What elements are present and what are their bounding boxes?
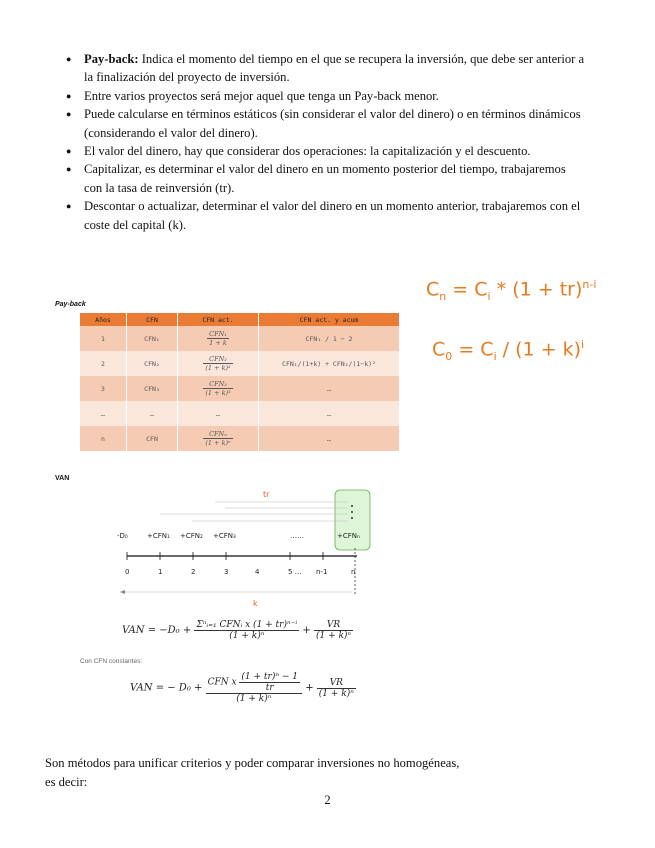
tick-label: 5 … [288, 568, 302, 576]
table-cell: CFN₃ [127, 376, 178, 401]
van-equation: VAN = −D₀ + $\frac{\text{Σⁿᵢ₌₁ CFNᵢ x (1 + tr)ⁿ⁻ⁱ}}{\text{(1 + k)ⁿ}}$ + $\frac{VR}{\text{(1 + k)ⁿ}}$ [122, 620, 352, 641]
k-label: k [253, 599, 258, 608]
flow-label: +CFNₙ [337, 532, 360, 540]
bullet-item [66, 160, 586, 197]
flow-label: +CFN₃ [213, 532, 236, 540]
column-header: CFN [127, 313, 178, 326]
tick-label: 0 [125, 568, 130, 576]
capitalization-formula: $C_n = C_i * (1 + tr)^{n-i}$ [426, 278, 597, 304]
payback-label: Pay-back [55, 301, 86, 308]
table-cell: $\frac{\text{CFN₂}}{\text{(1 + k)²}}$ [178, 351, 259, 376]
flow-label: +CFN₂ [180, 532, 203, 540]
table-cell: … [259, 426, 400, 451]
flow-label: …… [290, 532, 304, 540]
tick-label: 2 [191, 568, 196, 576]
bullet-item [66, 50, 586, 87]
table-cell: 1 [80, 326, 127, 351]
flow-labels [117, 532, 360, 540]
table-cell: CFN₁/(1+k) + CFN₂/(1−k)² [259, 351, 400, 376]
tr-lines [160, 502, 348, 521]
table-header-row [80, 313, 400, 326]
bullet-list [66, 50, 586, 234]
van-label: VAN [55, 475, 70, 482]
table-cell: n [80, 426, 127, 451]
body-paragraph: Son métodos para unificar criterios y poder comparar inversiones no homogéneas, es decir: [45, 756, 460, 789]
van-timeline-diagram [100, 488, 390, 613]
arrow-left-icon [120, 590, 125, 594]
flow-label: +CFN₁ [147, 532, 170, 540]
table-row [80, 401, 400, 426]
table-cell: … [178, 401, 259, 426]
payback-table [80, 313, 400, 451]
bullet-term: Pay-back: [84, 52, 139, 66]
table-cell: … [80, 401, 127, 426]
final-flow-box [335, 490, 370, 550]
table-cell: … [259, 401, 400, 426]
column-header: CFN act. [178, 313, 259, 326]
tick-labels [125, 568, 355, 576]
table-cell: CFN₂ [127, 351, 178, 376]
table-cell: $\frac{\text{CFN₃}}{\text{(1 + k)³}}$ [178, 376, 259, 401]
tr-label: tr [263, 490, 270, 499]
bullet-text: El valor del dinero, hay que considerar dos operaciones: la capitalización y el descuento. [84, 144, 531, 159]
bullet-text: Capitalizar, es determinar el valor del dinero en un momento posterior del tiempo, trabajaremos con la tasa de reinversión (tr). [84, 162, 566, 195]
table-row [80, 426, 400, 451]
tick-label: n [351, 568, 356, 576]
flow-label: -D₀ [117, 532, 128, 540]
constant-cfn-caption: Con CFN constantes: [80, 658, 143, 665]
bullet-text: Indica el momento del tiempo en el que se recupera la inversión, que debe ser anterior a la finalización del proyecto de inversión. [84, 52, 585, 85]
bullet-text: Entre varios proyectos será mejor aquel que tenga un Pay-back menor. [84, 88, 439, 103]
table-cell: CFN₁ [127, 326, 178, 351]
bullet-text: Descontar o actualizar, determinar el valor del dinero en un momento anterior, trabajaremos con el coste del capital (k). [84, 199, 581, 232]
table-cell: 2 [80, 351, 127, 376]
table-row [80, 326, 400, 351]
table-cell: … [259, 376, 400, 401]
bullet-item [66, 197, 586, 234]
tick-label: 1 [158, 568, 163, 576]
table-cell: … [127, 401, 178, 426]
table-cell: CFN [127, 426, 178, 451]
discount-formula: $C_0 = C_i / (1 + k)^i$ [432, 338, 585, 364]
table-cell: $\frac{\text{CFN₁}}{1 + k}$ [178, 326, 259, 351]
column-header: Años [80, 313, 127, 326]
bullet-item [66, 105, 586, 142]
column-header: CFN act. y acum [259, 313, 400, 326]
table-cell: 3 [80, 376, 127, 401]
table-cell: $\frac{\text{CFNₙ}}{\text{(1 + k)ⁿ}}$ [178, 426, 259, 451]
page-number: 2 [324, 793, 331, 807]
table-row [80, 351, 400, 376]
table-row [80, 376, 400, 401]
tick-label: n-1 [316, 568, 328, 576]
table-cell: CFN₁ / 1 − 2 [259, 326, 400, 351]
bullet-text: Puede calcularse en términos estáticos (sin considerar el valor del dinero) o en términos dinámicos (considerando el valor del dinero). [84, 107, 581, 140]
tick-label: 4 [255, 568, 260, 576]
van-constant-equation: VAN = − D₀ + CFN x $\frac{\text{(1 + tr)ⁿ − 1}}{tr}$ (1 + k)ⁿ + $\frac{VR}{\text{(1 + k)ⁿ}}$ [130, 672, 354, 704]
tick-label: 3 [224, 568, 229, 576]
bullet-item [66, 142, 586, 160]
bullet-item [66, 87, 586, 105]
